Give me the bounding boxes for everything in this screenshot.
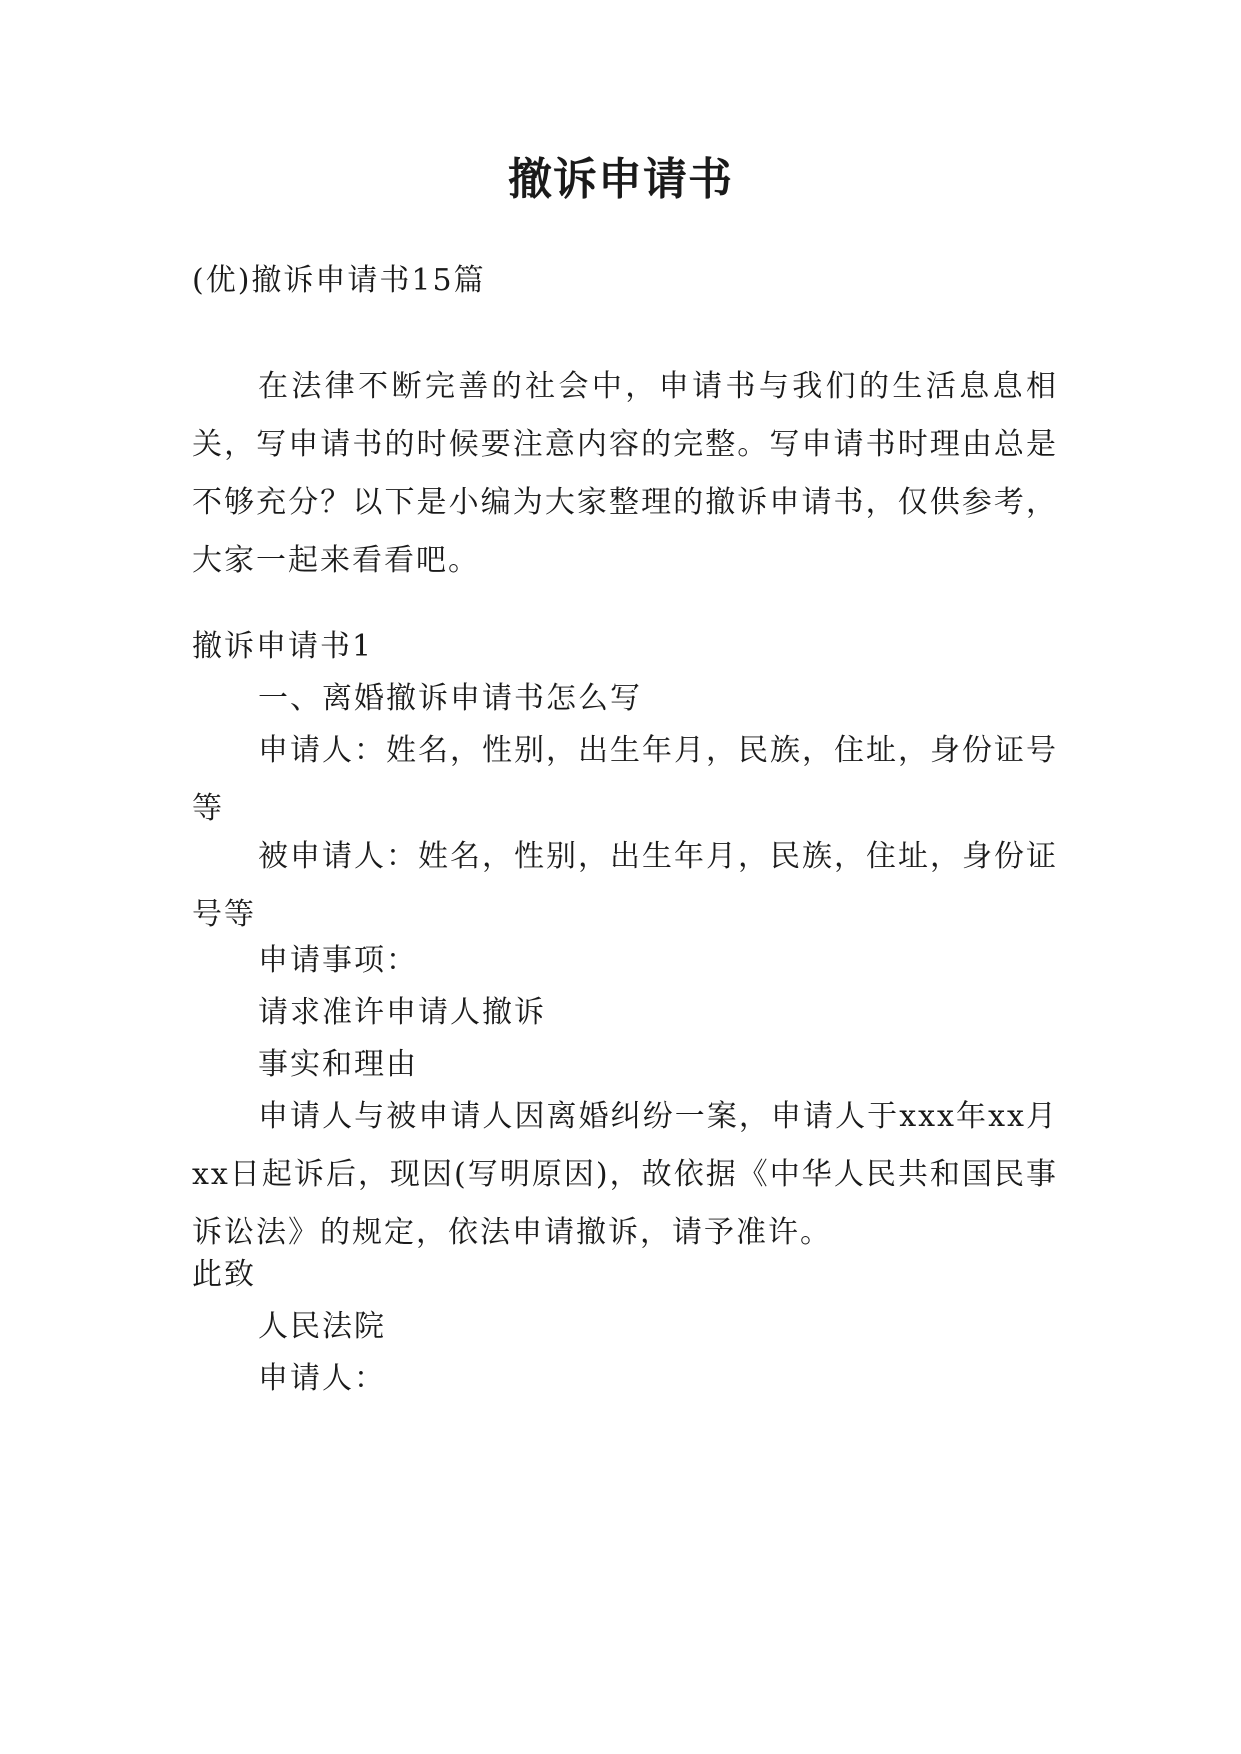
signature-label: 申请人：: [258, 1361, 386, 1396]
intro-paragraph: 在法律不断完善的社会中，申请书与我们的生活息息相关，写申请书的时候要注意内容的完整。写申请书时理由总是不够充分？以下是小编为大家整理的撤诉申请书，仅供参考，大家一起来看看吧。: [192, 369, 1058, 578]
respondent-info: 被申请人：姓名，性别，出生年月，民族，住址，身份证号等: [192, 839, 1058, 932]
facts-label: 事实和理由: [258, 1047, 418, 1082]
applicant-info: 申请人：姓名，性别，出生年月，民族，住址，身份证号等: [192, 733, 1058, 826]
document-title: 撤诉申请书: [508, 154, 733, 205]
matters-text: 请求准许申请人撤诉: [258, 995, 546, 1030]
section-heading: 撤诉申请书1: [192, 629, 374, 664]
matters-label: 申请事项：: [258, 943, 418, 978]
document-subtitle: (优)撤诉申请书15篇: [192, 263, 486, 298]
facts-paragraph: 申请人与被申请人因离婚纠纷一案，申请人于xxx年xx月xx日起诉后，现因(写明原因)，故依据《中华人民共和国民事诉讼法》的规定，依法申请撤诉，请予准许。: [192, 1099, 1058, 1250]
court-name: 人民法院: [258, 1309, 386, 1344]
item-heading: 一、离婚撤诉申请书怎么写: [258, 681, 642, 716]
closing-text: 此致: [192, 1257, 256, 1292]
